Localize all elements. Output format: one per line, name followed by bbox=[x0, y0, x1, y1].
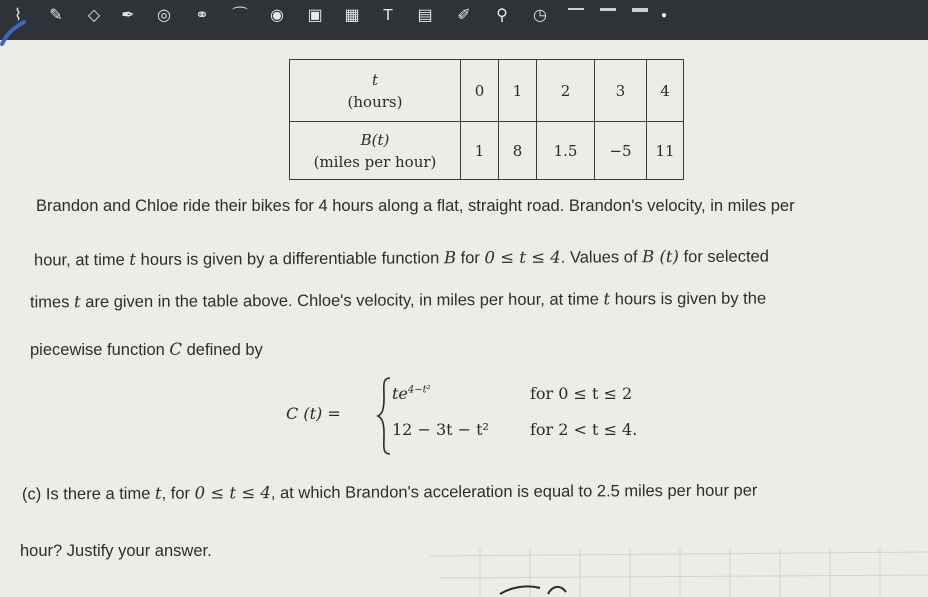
text-run: for bbox=[456, 249, 485, 268]
text-run: times bbox=[29, 293, 75, 312]
highlighter-icon[interactable]: ✐ bbox=[457, 7, 471, 24]
math-B: B bbox=[443, 248, 457, 268]
t-unit: (hours) bbox=[347, 92, 403, 111]
sticker-icon[interactable]: ▣ bbox=[307, 7, 323, 24]
textbox-icon[interactable]: T bbox=[383, 7, 393, 24]
math-Bt: B (t) bbox=[642, 247, 680, 267]
math-domain: 0 ≤ t ≤ 4 bbox=[484, 247, 561, 268]
line-thin-icon[interactable] bbox=[568, 8, 584, 10]
b-value-0: 1 bbox=[461, 122, 499, 180]
t-value-3: 3 bbox=[595, 60, 647, 122]
line-medium-icon[interactable] bbox=[600, 8, 616, 11]
text-run: defined by bbox=[182, 341, 263, 359]
math-t: t bbox=[603, 289, 611, 309]
t-header-cell bbox=[290, 60, 461, 122]
b-value-2: 1.5 bbox=[537, 122, 595, 180]
case-1-base: te bbox=[392, 384, 408, 403]
timer-icon[interactable]: ◷ bbox=[533, 7, 547, 24]
b-header: B(t) bbox=[360, 130, 390, 149]
image-icon[interactable]: ▦ bbox=[344, 7, 360, 24]
math-C: C bbox=[169, 340, 183, 359]
t-value-2: 2 bbox=[537, 60, 595, 122]
text-run: . Values of bbox=[560, 248, 643, 267]
velocity-table bbox=[289, 59, 684, 180]
link-icon[interactable]: ⚲ bbox=[496, 7, 508, 24]
eraser-icon[interactable]: ◇ bbox=[87, 7, 101, 24]
drawing-toolbar bbox=[0, 0, 928, 40]
paragraph-line-4 bbox=[30, 340, 928, 360]
text-run: hours is given by the bbox=[610, 289, 767, 309]
formula-lhs: C (t) = bbox=[286, 404, 341, 423]
t-value-1: 1 bbox=[499, 60, 537, 122]
question-line-2: hour? Justify your answer. bbox=[20, 542, 212, 560]
case-2-condition: for 2 < t ≤ 4. bbox=[530, 420, 638, 439]
t-value-4: 4 bbox=[647, 60, 684, 122]
circle-icon[interactable]: ◉ bbox=[270, 7, 284, 24]
pen-icon[interactable]: ✒ bbox=[121, 7, 135, 24]
math-t: t bbox=[73, 292, 81, 312]
b-value-1: 8 bbox=[499, 122, 537, 180]
b-header-cell bbox=[290, 122, 461, 180]
math-t: t bbox=[154, 483, 162, 503]
brush-stroke-mark bbox=[0, 18, 30, 48]
text-run: hours is given by a differentiable function bbox=[135, 249, 444, 269]
line-thick-icon[interactable] bbox=[632, 8, 648, 12]
text-run: piecewise function bbox=[30, 341, 170, 359]
case-1-exponent: 4−t² bbox=[407, 384, 431, 396]
table-row bbox=[290, 60, 684, 122]
b-unit: (miles per hour) bbox=[313, 152, 437, 171]
pencil-icon[interactable]: ✎ bbox=[49, 7, 63, 24]
text-run: for selected bbox=[678, 247, 769, 267]
case-1-expression bbox=[392, 384, 431, 403]
piecewise-formula bbox=[286, 376, 686, 456]
text-run: , for bbox=[161, 484, 195, 503]
text-run: are given in the table above. Chloe's velocity, in miles per hour, at time bbox=[80, 290, 604, 312]
group-icon[interactable]: ⚭ bbox=[195, 7, 209, 24]
b-value-4: 11 bbox=[647, 122, 684, 180]
answer-grid bbox=[0, 548, 928, 597]
table-row bbox=[290, 122, 684, 180]
t-header: t bbox=[371, 70, 379, 89]
shape-icon[interactable]: ◎ bbox=[157, 7, 171, 24]
media-icon[interactable]: ▤ bbox=[417, 7, 433, 24]
color-dot-icon[interactable]: ● bbox=[660, 10, 668, 21]
lasso-icon[interactable]: ⌇ bbox=[14, 7, 22, 24]
text-run: hour, at time bbox=[33, 250, 130, 270]
case-2-expression: 12 − 3t − t² bbox=[392, 420, 489, 439]
math-domain: 0 ≤ t ≤ 4 bbox=[194, 483, 271, 503]
paragraph-line-1: Brandon and Chloe ride their bikes for 4 hours along a flat, straight road. Brandon's velocity, in miles per bbox=[36, 197, 795, 215]
text-run: , at which Brandon's acceleration is equal to 2.5 miles per hour per bbox=[270, 481, 758, 503]
math-t: t bbox=[129, 249, 137, 269]
left-brace-icon bbox=[376, 376, 392, 456]
text-run: (c) Is there a time bbox=[21, 484, 156, 504]
lasso-select-icon[interactable]: ⌒ bbox=[231, 7, 248, 24]
t-value-0: 0 bbox=[461, 60, 499, 122]
case-1-condition: for 0 ≤ t ≤ 2 bbox=[530, 384, 633, 403]
b-value-3: −5 bbox=[595, 122, 647, 180]
